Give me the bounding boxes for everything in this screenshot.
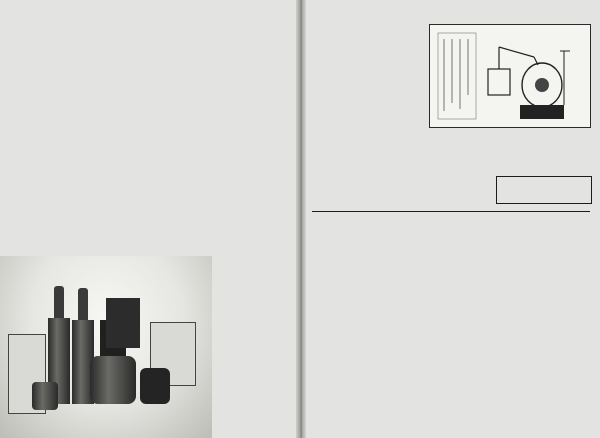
illustration-caption [436, 129, 586, 171]
right-page-lower-text [310, 216, 594, 434]
section-heading [496, 176, 592, 204]
illustration-labels [434, 29, 482, 121]
bottle-stopper [54, 286, 64, 318]
distillation-apparatus-illustration [429, 24, 591, 128]
page-gutter [296, 0, 306, 438]
photo-caption [8, 210, 128, 254]
right-page [302, 0, 600, 438]
right-page-upper-text [312, 18, 422, 178]
perfume-bottles-photo [0, 256, 212, 438]
heading-divider [312, 211, 590, 212]
bottle-stopper [78, 288, 88, 320]
perfume-bottle-dark [106, 298, 140, 348]
perfume-bottle-small [32, 382, 58, 410]
perfume-bottle-round [90, 356, 136, 404]
left-page-lower-text [216, 210, 294, 436]
perfume-bottle-octagon [140, 368, 170, 404]
